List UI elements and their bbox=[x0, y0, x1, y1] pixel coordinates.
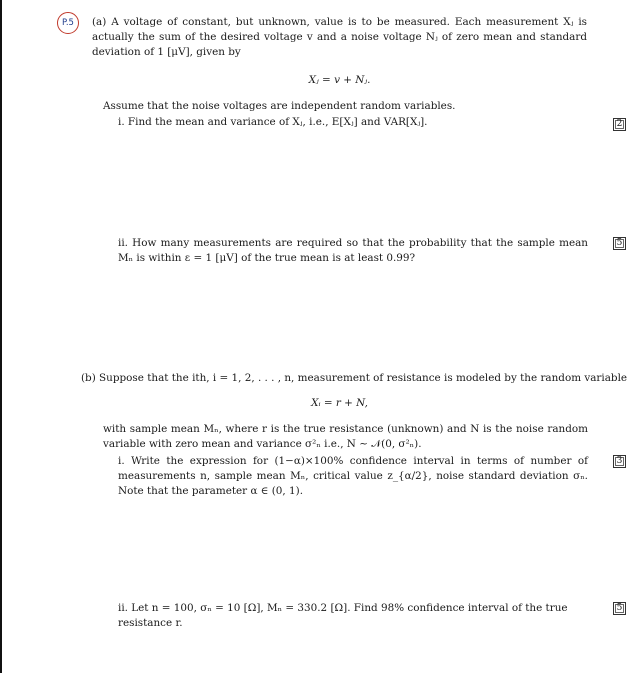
part-b-question-i-marks: 3 bbox=[613, 455, 626, 468]
part-a-equation: Xⱼ = v + Nⱼ. bbox=[308, 74, 371, 86]
part-a-question-ii: ii. How many measurements are required so that the probability that the sample mean Mₙ is within ε = 1 [μV] of the true mean is at least 0.99? bbox=[118, 237, 588, 264]
part-a-question-i-marks: 2 bbox=[613, 118, 626, 131]
part-a-question-ii-marks: 5 bbox=[613, 237, 626, 250]
part-b-question-i: i. Write the expression for (1−α)×100% confidence interval in terms of number of measurements n, sample mean Mₙ, critical value z_{α/2}, noise standard deviation σₙ. Note that the parameter α ∈ (0, 1). bbox=[118, 455, 588, 497]
problem-number: P.5 bbox=[62, 18, 74, 28]
part-a-assumption: Assume that the noise voltages are independent random variables. bbox=[103, 100, 456, 112]
part-b-question-ii-marks: 5 bbox=[613, 602, 626, 615]
part-b-description: with sample mean Mₙ, where r is the true resistance (unknown) and N is the noise random variable with zero mean and variance σ²ₙ i.e., N ∼ 𝒩(0, σ²ₙ). bbox=[103, 423, 588, 450]
part-b-equation: Xᵢ = r + N, bbox=[311, 397, 368, 409]
part-a-question-i: i. Find the mean and variance of Xⱼ, i.e., E[Xⱼ] and VAR[Xⱼ]. bbox=[118, 116, 428, 128]
part-b-question-ii: ii. Let n = 100, σₙ = 10 [Ω], Mₙ = 330.2 [Ω]. Find 98% confidence interval of the true resistance r. bbox=[118, 602, 568, 629]
page-left-border bbox=[0, 0, 2, 673]
part-a-intro: (a) A voltage of constant, but unknown, value is to be measured. Each measurement Xⱼ is actually the sum of the desired voltage v and a noise voltage Nⱼ of zero mean and standard deviation of 1 [μV], given by bbox=[92, 16, 587, 58]
problem-number-badge bbox=[57, 12, 79, 34]
part-b-intro: (b) Suppose that the ith, i = 1, 2, . . . , n, measurement of resistance is modeled by the random variable bbox=[81, 372, 628, 384]
